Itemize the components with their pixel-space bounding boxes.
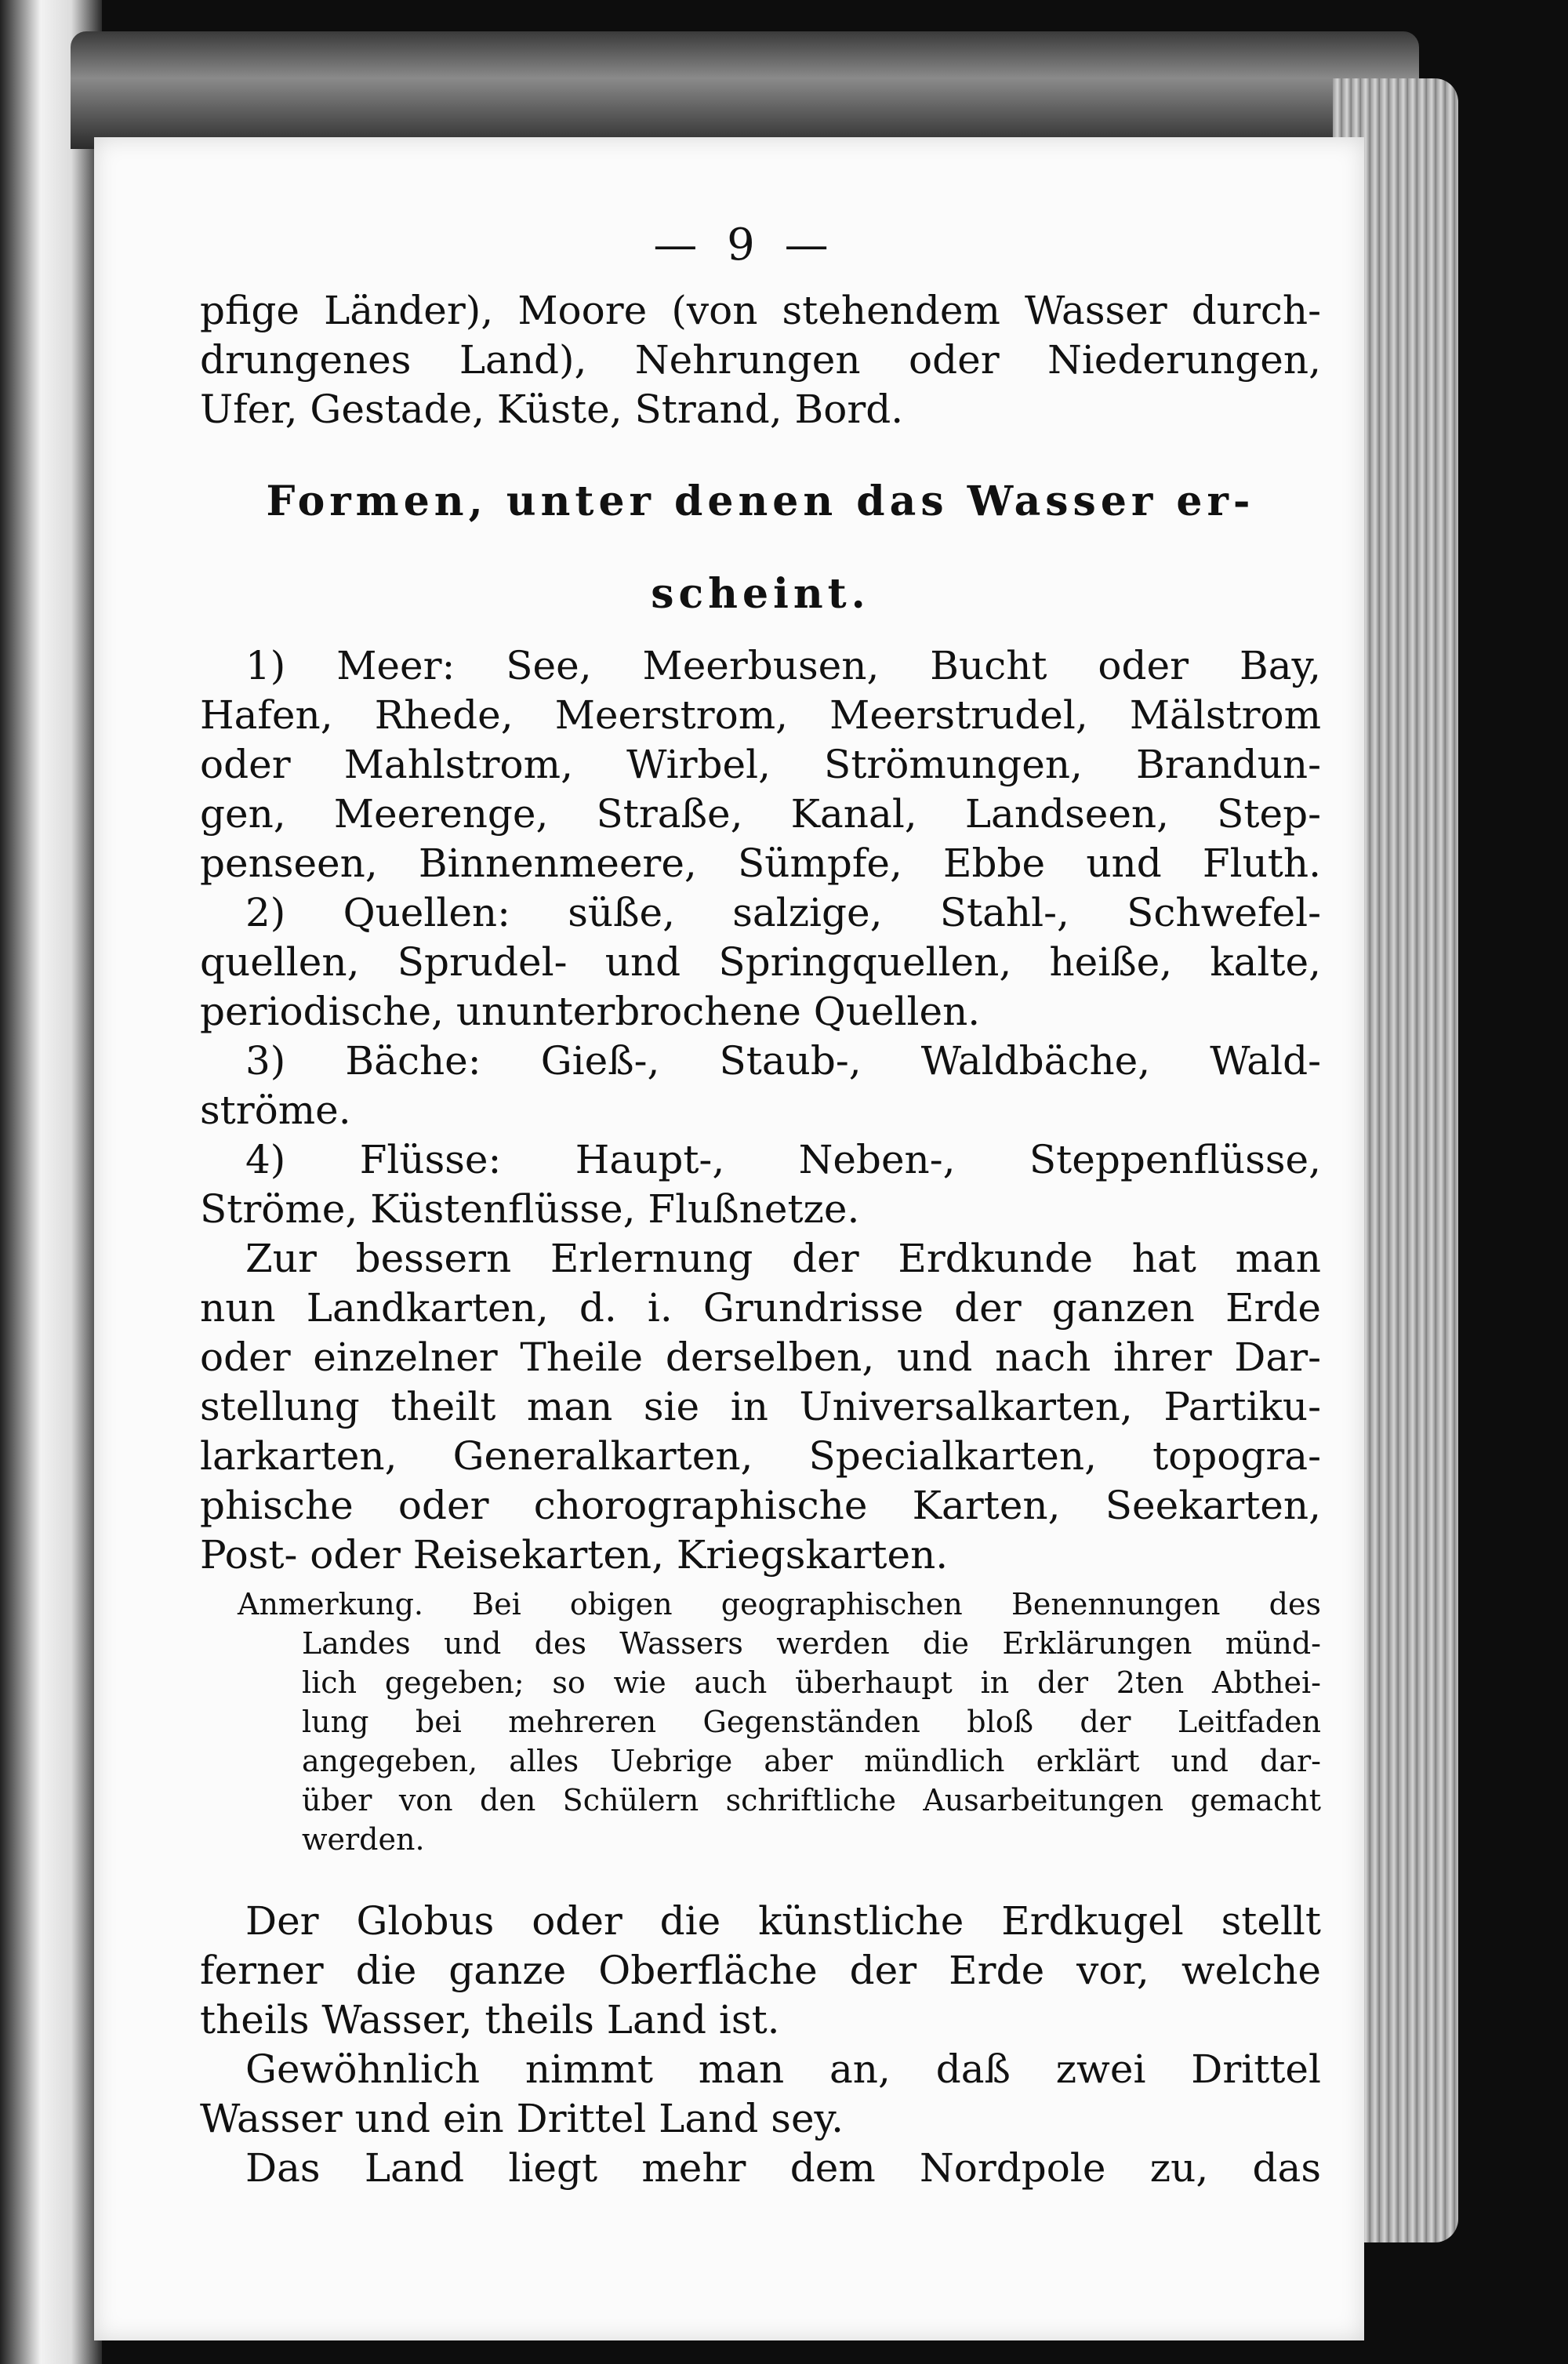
text-line: periodische, ununterbrochene Quellen. (200, 989, 981, 1034)
text-line: Zur bessern Erlernung der Erdkunde hat man (245, 1236, 1321, 1281)
text-line: nun Landkarten, d. i. Grundrisse der ganzen Erde (200, 1285, 1321, 1331)
text-line: larkarten, Generalkarten, Specialkarten, topogra- (200, 1433, 1321, 1479)
water-forms-list (200, 641, 1321, 1234)
page-number: — 9 — (653, 220, 837, 271)
book-page (94, 137, 1364, 2340)
book-top-edge (71, 31, 1419, 149)
globe-paragraph (200, 1897, 1321, 2193)
footnote-remark (200, 1585, 1321, 1859)
text-line: ströme. (200, 1088, 351, 1133)
book-spine-edge (0, 0, 102, 2364)
text-line: Post- oder Reisekarten, Kriegskarten. (200, 1532, 949, 1578)
text-line: Gewöhnlich nimmt man an, daß zwei Drittel (245, 2046, 1321, 2092)
maps-paragraph (200, 1234, 1321, 1580)
text-line: Das Land liegt mehr dem Nordpole zu, das (245, 2145, 1321, 2191)
text-line: oder einzelner Theile derselben, und nach ihrer Dar- (200, 1335, 1321, 1380)
text-line: Der Globus oder die künstliche Erdkugel stellt (245, 1898, 1321, 1944)
text-line: Ufer, Gestade, Küste, Strand, Bord. (200, 387, 904, 432)
section-heading-continued: scheint. (651, 570, 870, 618)
section-heading: Formen, unter denen das Wasser er- (266, 478, 1255, 525)
text-line: pfige Länder), Moore (von stehendem Wasser durch- (200, 288, 1321, 333)
note-line: über von den Schülern schriftliche Ausarbeitungen gemacht (302, 1783, 1321, 1817)
text-line: oder Mahlstrom, Wirbel, Strömungen, Brandun- (200, 742, 1321, 787)
text-line: Wasser und ein Drittel Land sey. (200, 2096, 844, 2141)
note-line: Landes und des Wassers werden die Erklärungen münd- (302, 1626, 1321, 1661)
note-line: lich gegeben; so wie auch überhaupt in der 2ten Abthei- (302, 1665, 1321, 1700)
text-line: quellen, Sprudel- und Springquellen, heiße, kalte, (200, 939, 1321, 985)
intro-paragraph (200, 286, 1321, 434)
text-line: stellung theilt man sie in Universalkarten, Partiku- (200, 1384, 1321, 1429)
note-line: werden. (302, 1822, 425, 1857)
note-line: Anmerkung. Bei obigen geographischen Benennungen des (238, 1587, 1321, 1621)
text-line: ferner die ganze Oberfläche der Erde vor, welche (200, 1948, 1321, 1993)
note-line: angegeben, alles Uebrige aber mündlich erklärt und dar- (302, 1744, 1321, 1778)
text-line: gen, Meerenge, Straße, Kanal, Landseen, Step- (200, 791, 1321, 837)
text-line: Ströme, Küstenflüsse, Flußnetze. (200, 1186, 860, 1232)
page-text (200, 220, 1321, 2193)
list-item: 2) Quellen: süße, salzige, Stahl-, Schwefel- (245, 890, 1321, 935)
list-item: 4) Flüsse: Haupt-, Neben-, Steppenflüsse, (245, 1137, 1321, 1182)
text-line: phische oder chorographische Karten, Seekarten, (200, 1483, 1321, 1528)
list-item: 3) Bäche: Gieß-, Staub-, Waldbäche, Wald- (245, 1038, 1321, 1084)
list-item: 1) Meer: See, Meerbusen, Bucht oder Bay, (245, 643, 1321, 688)
note-line: lung bei mehreren Gegenständen bloß der Leitfaden (302, 1705, 1321, 1739)
text-line: drungenes Land), Nehrungen oder Niederungen, (200, 337, 1321, 383)
text-line: Hafen, Rhede, Meerstrom, Meerstrudel, Mälstrom (200, 692, 1321, 738)
text-line: theils Wasser, theils Land ist. (200, 1997, 780, 2043)
text-line: penseen, Binnenmeere, Sümpfe, Ebbe und Fluth. (200, 841, 1321, 886)
